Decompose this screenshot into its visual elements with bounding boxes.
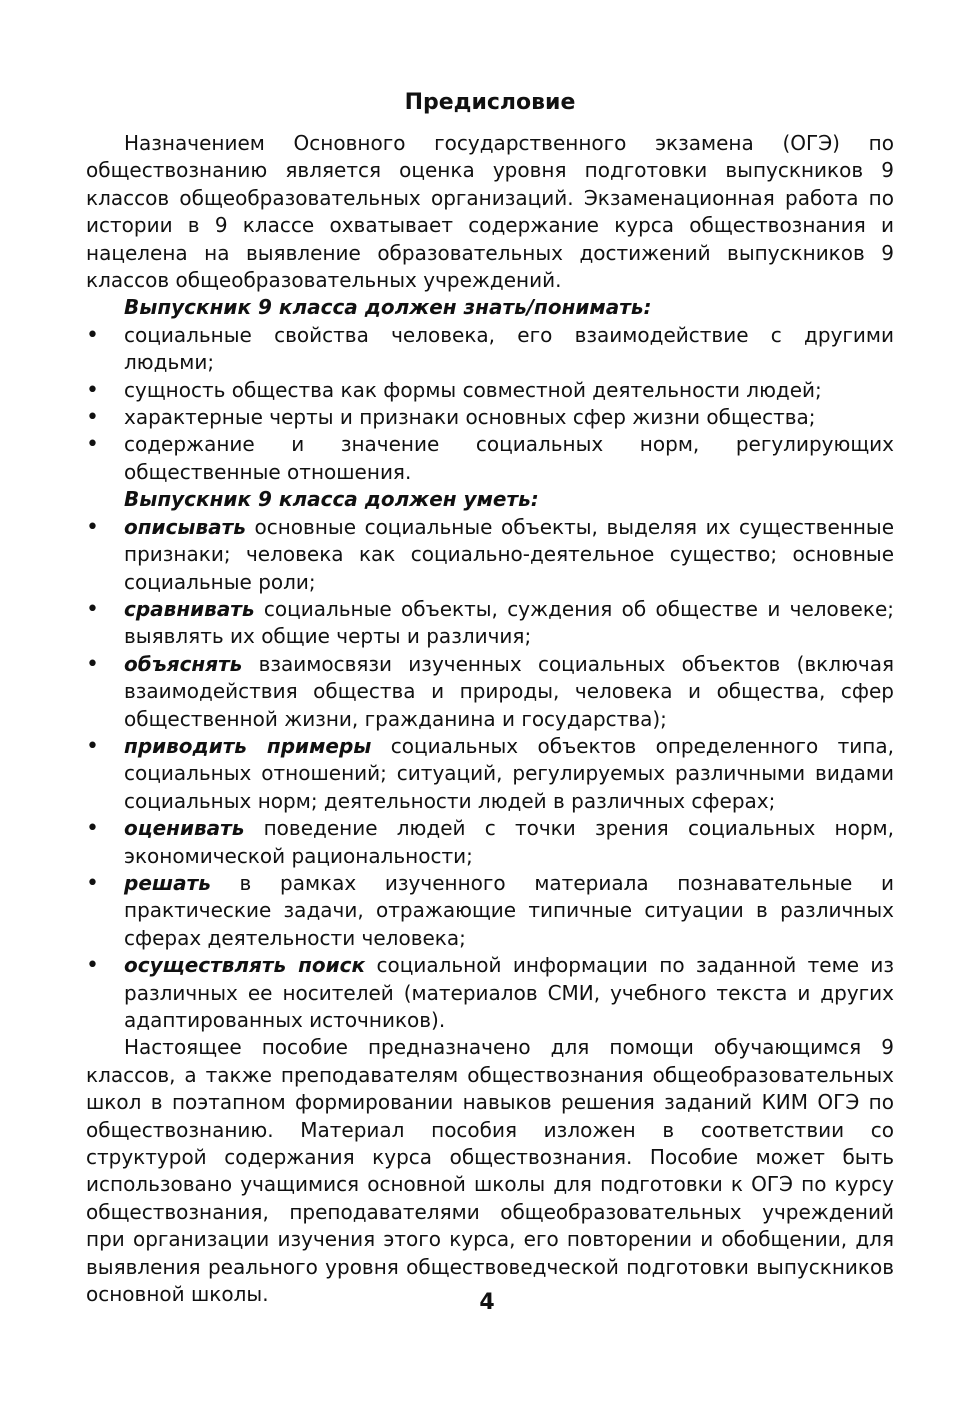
list-item	[86, 514, 894, 596]
skill-term: оценивать	[124, 816, 245, 841]
skills-list	[86, 514, 894, 1035]
skill-term: решать	[124, 870, 211, 895]
list-item	[86, 870, 894, 952]
list-item	[86, 596, 894, 651]
closing-paragraph: Настоящее пособие предназначено для помощи обучающимся 9 классов, а также преподавателям обществознания общеобразовательных школ в поэтапном формировании навыков решения заданий КИМ ОГЭ по обществознанию. Материал пособия изложен в соответствии со структурой содержания курса обществознания. Пособие может быть использовано учащимися основной школы для подготовки к ОГЭ по курсу обществознания, преподавателями общеобразовательных учреждений при организации изучения этого курса, его повторении и обобщении, для выявления реального уровня обществоведческой подготовки выпускников основной школы.	[86, 1035, 894, 1307]
page-number: 4	[479, 1290, 495, 1315]
list-item	[86, 815, 894, 870]
list-item	[86, 733, 894, 815]
skill-text: основные социальные объекты, выделяя их существенные признаки; человека как социально-деятельное существо; основные социальные роли;	[124, 514, 894, 594]
skill-text: в рамках изученного материала познавательные и практические задачи, отражающие типичные ситуации в различных сферах деятельности человека;	[124, 870, 894, 950]
know-heading: Выпускник 9 класса должен знать/понимать:	[124, 295, 652, 320]
skill-text: взаимосвязи изученных социальных объектов (включая взаимодействия общества и природы, человека и общества, сфер общественной жизни, гражданина и государства);	[124, 651, 894, 731]
list-item: • содержание и значение социальных норм, регулирующих общественные отношения.	[86, 431, 894, 486]
list-item: • характерные черты и признаки основных сфер жизни общества;	[86, 404, 894, 431]
skill-text: поведение людей с точки зрения социальных норм, экономической рациональности;	[124, 816, 894, 868]
intro-paragraph: Назначением Основного государственного экзамена (ОГЭ) по обществознанию является оценка уровня подготовки выпускников 9 классов общеобразовательных организаций. Экзаменационная работа по истории в 9 классе охватывает содержание курса обществознания и нацелена на выявление образовательных достижений выпускников 9 классов общеобразовательных учреждений.	[86, 131, 894, 293]
skill-term: сравнивать	[124, 596, 255, 621]
know-list	[86, 322, 894, 486]
skills-heading: Выпускник 9 класса должен уметь:	[124, 487, 539, 512]
skill-text: социальные объекты, суждения об обществе и человеке; выявлять их общие черты и различия;	[124, 596, 894, 649]
skill-term: приводить примеры	[124, 733, 372, 758]
skill-term: описывать	[124, 514, 246, 539]
skill-text: социальной информации по заданной теме из различных ее носителей (материалов СМИ, учебного текста и других адаптированных источников).	[124, 953, 895, 1032]
skill-text: социальных объектов определенного типа, социальных отношений; ситуаций, регулируемых различными видами социальных норм; деятельности людей в различных сферах;	[124, 733, 894, 813]
list-item	[86, 651, 894, 733]
list-item: • сущность общества как формы совместной деятельности людей;	[86, 377, 894, 404]
skill-term: объяснять	[124, 651, 243, 676]
page-body	[86, 88, 894, 1308]
page-title: Предисловие	[404, 90, 576, 115]
list-item	[86, 952, 894, 1034]
list-item: • социальные свойства человека, его взаимодействие с другими людьми;	[86, 322, 894, 377]
skill-term: осуществлять поиск	[124, 953, 366, 978]
